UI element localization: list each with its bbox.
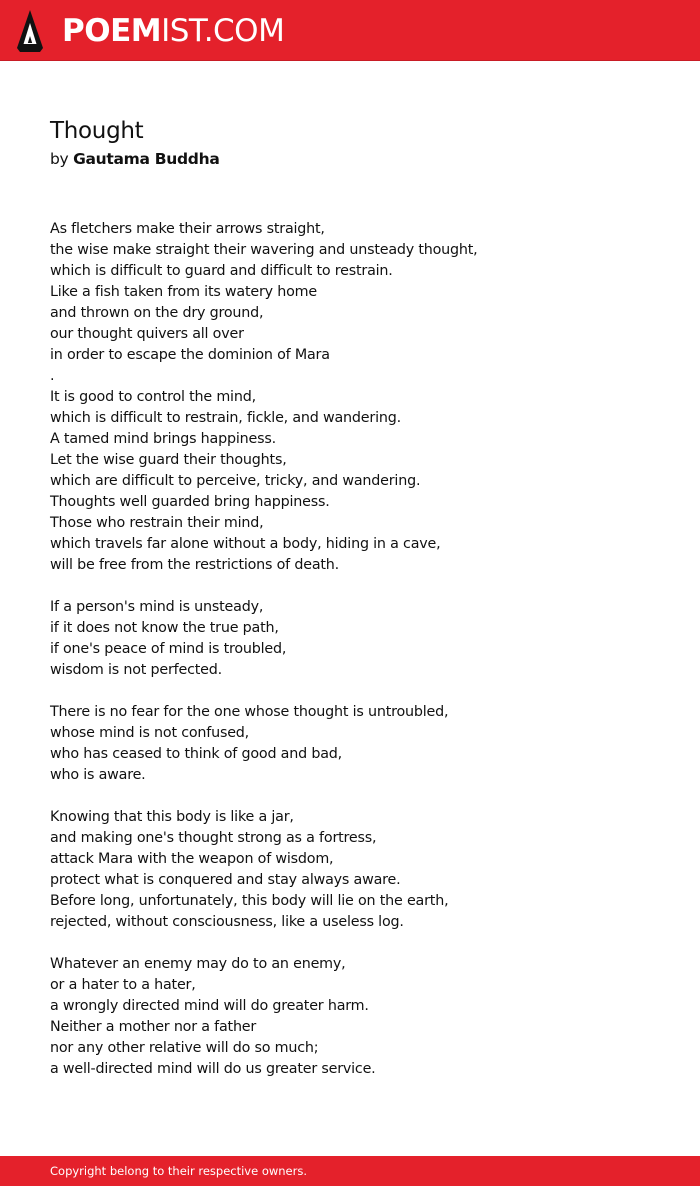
- poem-line: in order to escape the dominion of Mara: [50, 347, 330, 363]
- poem-line: nor any other relative will do so much;: [50, 1040, 319, 1056]
- pen-nib-icon[interactable]: [17, 10, 43, 52]
- stanza-break: [50, 933, 670, 954]
- stanza-break: [50, 786, 670, 807]
- poem-line: .: [50, 368, 55, 384]
- poem-line: Neither a mother nor a father: [50, 1019, 257, 1035]
- poem-line: A tamed mind brings happiness.: [50, 431, 276, 447]
- poem-line: Thoughts well guarded bring happiness.: [50, 494, 330, 510]
- poem-title: Thought: [50, 118, 144, 144]
- poem-line: who has ceased to think of good and bad,: [50, 746, 342, 762]
- poem-line: if it does not know the true path,: [50, 620, 279, 636]
- stanza-break: [50, 576, 670, 597]
- poem-line: Before long, unfortunately, this body will lie on the earth,: [50, 893, 449, 909]
- copyright-text: Copyright belong to their respective owners.: [50, 1164, 308, 1178]
- poem-line: whose mind is not confused,: [50, 725, 250, 741]
- poem-line: which are difficult to perceive, tricky, and wandering.: [50, 473, 421, 489]
- poem-line: Let the wise guard their thoughts,: [50, 452, 287, 468]
- logo-light-text: IST.COM: [161, 13, 285, 49]
- byline-prefix: by: [50, 150, 69, 168]
- poem-line: protect what is conquered and stay always aware.: [50, 872, 401, 888]
- poem-line: rejected, without consciousness, like a useless log.: [50, 914, 404, 930]
- poem-line: and making one's thought strong as a fortress,: [50, 830, 377, 846]
- poem-line: a well-directed mind will do us greater service.: [50, 1061, 376, 1077]
- poem-line: which is difficult to guard and difficult to restrain.: [50, 263, 393, 279]
- poem-line: or a hater to a hater,: [50, 977, 196, 993]
- poem-line: which travels far alone without a body, hiding in a cave,: [50, 536, 441, 552]
- poem-body: [50, 219, 670, 1080]
- logo-bold-text: POEM: [62, 13, 162, 49]
- poem-line: Whatever an enemy may do to an enemy,: [50, 956, 346, 972]
- poem-line: There is no fear for the one whose thought is untroubled,: [50, 704, 449, 720]
- poem-line: It is good to control the mind,: [50, 389, 256, 405]
- poem-line: If a person's mind is unsteady,: [50, 599, 264, 615]
- poem-line: wisdom is not perfected.: [50, 662, 222, 678]
- poem-line: if one's peace of mind is troubled,: [50, 641, 287, 657]
- byline: [50, 149, 220, 169]
- stanza-break: [50, 681, 670, 702]
- poem-line: attack Mara with the weapon of wisdom,: [50, 851, 334, 867]
- footer-bar: [0, 1156, 700, 1186]
- poem-line: Like a fish taken from its watery home: [50, 284, 318, 300]
- poem-line: the wise make straight their wavering and unsteady thought,: [50, 242, 478, 258]
- poem-line: As fletchers make their arrows straight,: [50, 221, 325, 237]
- poem-line: and thrown on the dry ground,: [50, 305, 264, 321]
- poem-line: our thought quivers all over: [50, 326, 244, 342]
- site-logo[interactable]: [62, 13, 284, 49]
- poem-line: which is difficult to restrain, fickle, and wandering.: [50, 410, 401, 426]
- poem-line: who is aware.: [50, 767, 146, 783]
- author-name: Gautama Buddha: [73, 150, 220, 168]
- poem-line: will be free from the restrictions of death.: [50, 557, 339, 573]
- poem-line: Those who restrain their mind,: [50, 515, 264, 531]
- header-bar: [0, 0, 700, 61]
- poem-line: a wrongly directed mind will do greater harm.: [50, 998, 369, 1014]
- poem-line: Knowing that this body is like a jar,: [50, 809, 294, 825]
